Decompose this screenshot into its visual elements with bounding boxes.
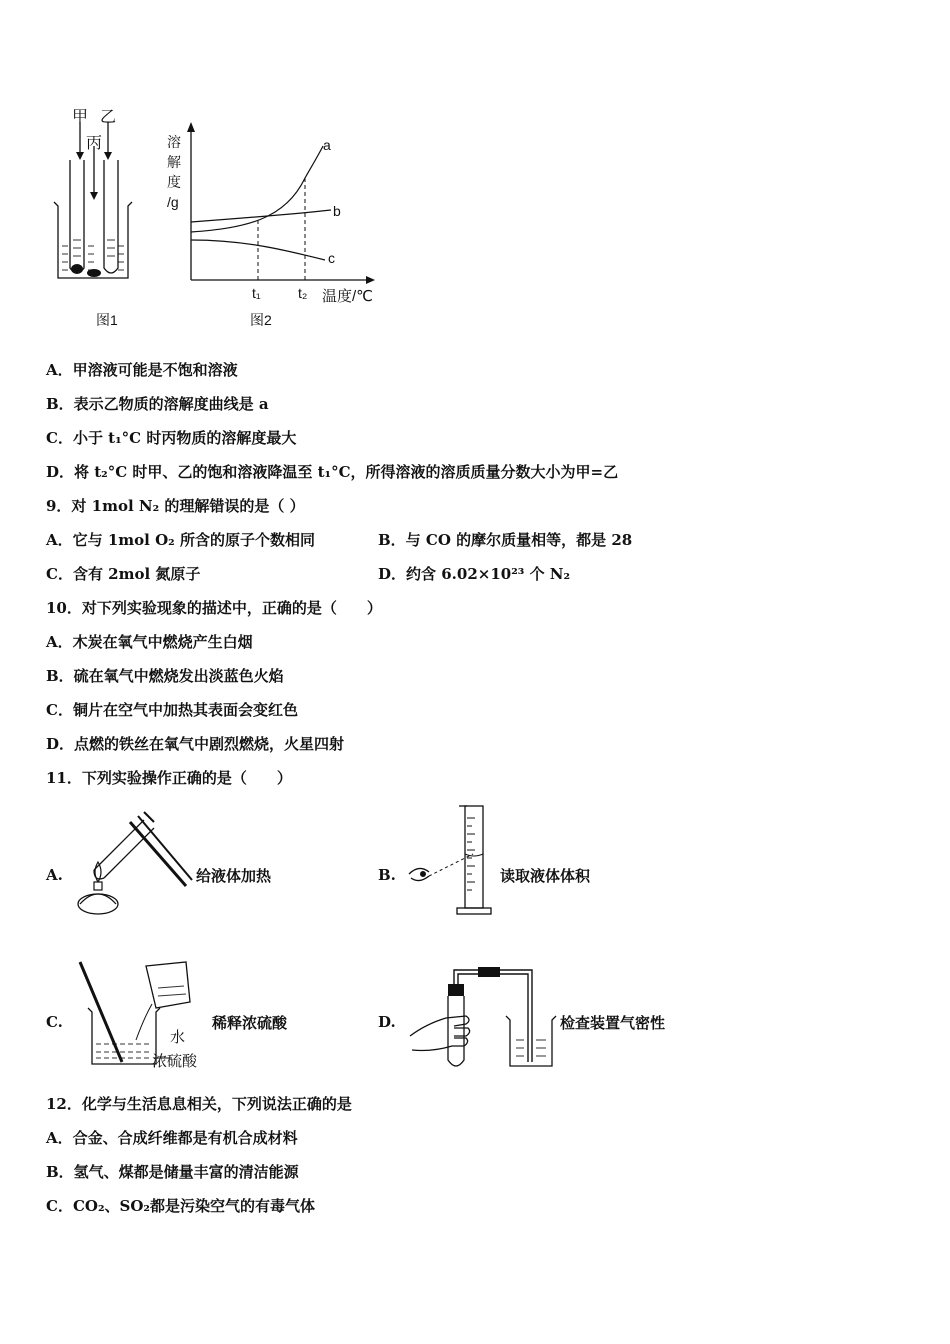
q8-option-d: D．将 t₂°C 时甲、乙的饱和溶液降温至 t₁°C，所得溶液的溶质质量分数大小为甲=乙	[46, 463, 619, 481]
fig2-ylabel-3: 度	[167, 174, 181, 190]
airtightness-drawing	[406, 960, 556, 1072]
q12-stem: 12．化学与生活息息相关，下列说法正确的是	[46, 1095, 352, 1113]
q10-option-a: A．木炭在氧气中燃烧产生白烟	[46, 633, 253, 651]
q9-option-d: D．约含 6.02×10²³ 个 N₂	[378, 565, 571, 583]
q10-option-b: B．硫在氧气中燃烧发出淡蓝色火焰	[46, 667, 284, 685]
fig1-label-jia: 甲	[72, 109, 89, 126]
fig2-curve-a-label: a	[323, 137, 331, 153]
q11-option-a-letter: A.	[46, 866, 63, 884]
solubility-graph	[185, 120, 385, 285]
q11-option-c-letter: C.	[46, 1013, 63, 1031]
q8-option-c: C．小于 t₁°C 时丙物质的溶解度最大	[46, 429, 297, 447]
fig2-curve-c-label: c	[328, 250, 335, 266]
q10-option-d: D．点燃的铁丝在氧气中剧烈燃烧，火星四射	[46, 735, 345, 753]
q11-option-b-letter: B.	[378, 866, 396, 884]
q12-option-b: B．氢气、煤都是储量丰富的清洁能源	[46, 1163, 299, 1181]
heating-liquid-drawing	[74, 812, 194, 922]
fig1-label-bing: 丙	[86, 135, 103, 152]
q9-option-a: A．它与 1mol O₂ 所含的原子个数相同	[46, 531, 315, 549]
fig1-caption: 图1	[96, 312, 118, 328]
fig2-caption: 图2	[250, 312, 272, 328]
fig2-ylabel-1: 溶	[167, 134, 181, 150]
fig2-x-label: 温度/℃	[322, 288, 374, 305]
q12-option-a: A．合金、合成纤维都是有机合成材料	[46, 1129, 298, 1147]
q11-option-c-water-label: 水	[170, 1029, 186, 1046]
q8-option-b: B．表示乙物质的溶解度曲线是 a	[46, 395, 269, 413]
fig2-t1-label: t₁	[252, 285, 261, 301]
fig2-t2-label: t₂	[298, 285, 308, 301]
reading-volume-drawing	[405, 802, 495, 918]
q11-option-d-text: 检查装置气密性	[560, 1014, 666, 1032]
q11-option-c-acid-label: 浓硫酸	[152, 1053, 198, 1070]
fig2-ylabel-4: /g	[167, 194, 179, 210]
q10-stem: 10．对下列实验现象的描述中，正确的是（ ）	[46, 599, 382, 617]
q8-option-a: A．甲溶液可能是不饱和溶液	[46, 361, 238, 379]
fig2-ylabel-2: 解	[167, 154, 181, 170]
fig2-curve-b-label: b	[333, 203, 341, 219]
q9-option-b: B．与 CO 的摩尔质量相等，都是 28	[378, 531, 633, 549]
q9-option-c: C．含有 2mol 氮原子	[46, 565, 201, 583]
beaker-testtubes-drawing	[48, 112, 138, 287]
q11-option-b-text: 读取液体体积	[500, 867, 591, 885]
q11-option-a-text: 给液体加热	[196, 867, 272, 885]
q11-option-c-text: 稀释浓硫酸	[212, 1014, 288, 1032]
q11-option-d-letter: D.	[378, 1013, 396, 1031]
q9-stem: 9．对 1mol N₂ 的理解错误的是（ ）	[46, 497, 305, 515]
q10-option-c: C．铜片在空气中加热其表面会变红色	[46, 701, 298, 719]
q11-stem: 11．下列实验操作正确的是（ ）	[46, 769, 292, 787]
fig1-label-yi: 乙	[100, 109, 117, 126]
q12-option-c: C．CO₂、SO₂都是污染空气的有毒气体	[46, 1197, 315, 1215]
